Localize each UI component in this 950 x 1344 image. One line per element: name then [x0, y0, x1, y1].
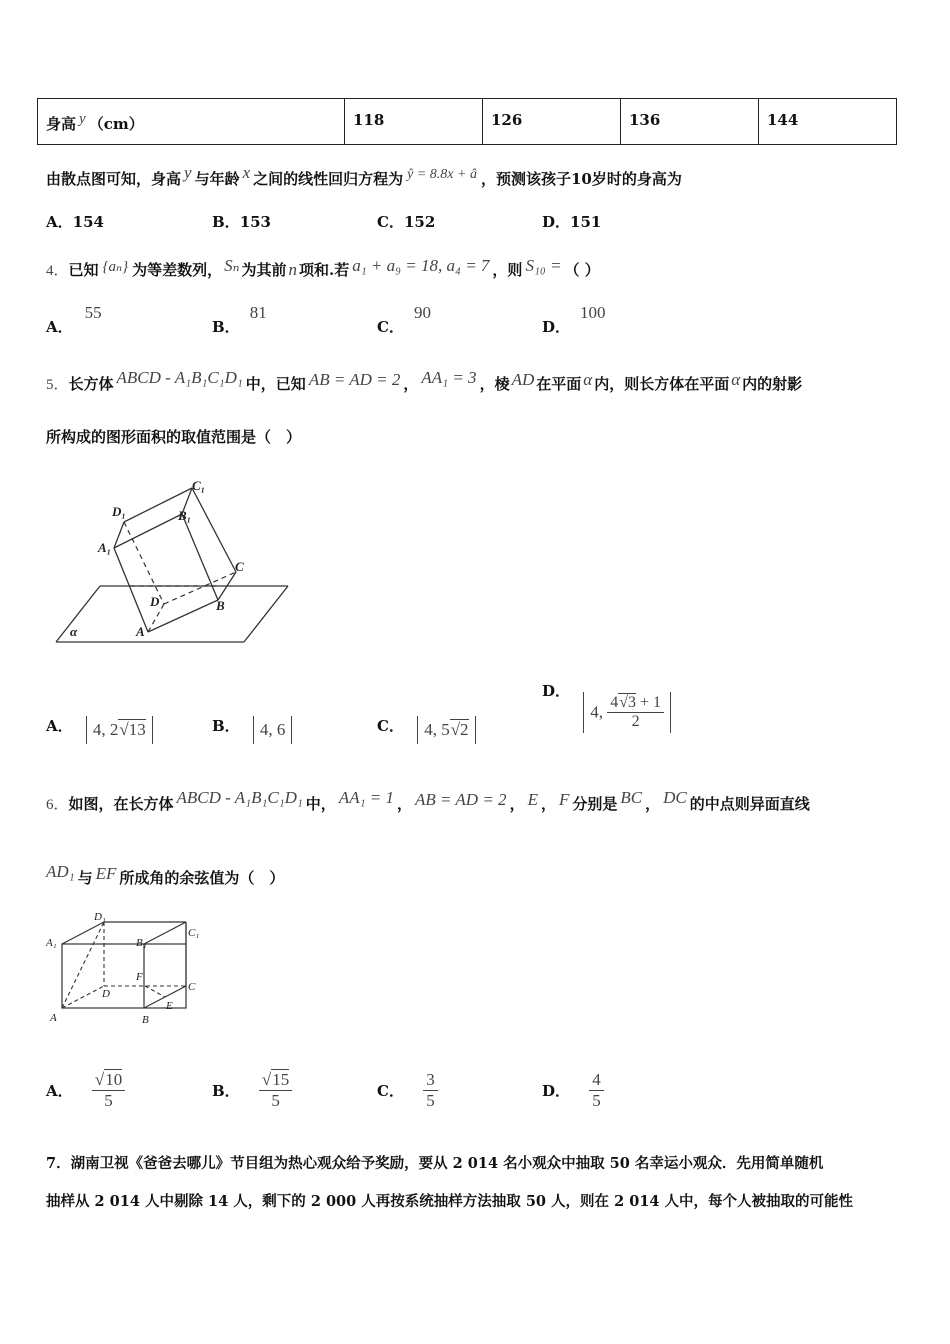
label-a1: A₁: [98, 540, 112, 555]
q6-stem-line2: AD₁ 与 EF 所成角的余弦值为（ ）: [46, 862, 285, 887]
q3-option-b[interactable]: B．153: [212, 213, 271, 231]
q5-option-c[interactable]: C． 4, 5√2: [377, 716, 476, 744]
q6-option-c[interactable]: C． $\frac{3}{5}$: [377, 1070, 438, 1111]
edge-a1d1: [62, 922, 104, 944]
q5-stem: 5．长方体 ABCD - A₁B₁C₁D₁ 中，已知 AB = AD = 2 ， AA₁ = 3 ，棱 AD 在平面 α 内，则长方体在平面 α 内的射影: [46, 368, 803, 393]
q3-option-d[interactable]: D．151: [542, 213, 602, 231]
q5-stem-line2: 所构成的图形面积的取值范围是（ ）: [46, 428, 302, 446]
edge-a1b1: [114, 514, 182, 548]
q4-option-b[interactable]: B．81: [212, 303, 267, 336]
q5-option-a[interactable]: A． 4, 2√13: [46, 716, 153, 744]
edge-a1a: [114, 548, 148, 632]
q3-option-c[interactable]: C．152: [377, 213, 436, 231]
q4-option-d[interactable]: D．100: [542, 303, 606, 336]
label-a1: A₁: [46, 937, 57, 949]
label-c1: C₁: [192, 478, 206, 493]
edge-d1d-hidden: [124, 522, 164, 604]
table-cell: 118: [345, 99, 483, 145]
table-cell: 144: [759, 99, 897, 145]
q5-option-d[interactable]: D． 4, $\frac{4√3 + 1}{2}$: [542, 692, 671, 733]
q7-stem-line2: 抽样从 2 014 人中剔除 14 人，剩下的 2 000 人再按系统抽样方法抽取 50 人，则在 2 014 人中，每个人被抽取的可能性: [46, 1193, 854, 1210]
table-cell: 136: [621, 99, 759, 145]
q3-option-a[interactable]: A．154: [46, 213, 104, 231]
q5-option-b[interactable]: B． 4, 6: [212, 716, 292, 744]
label-c: C: [235, 559, 244, 574]
table-row: [38, 99, 897, 145]
q6-option-a[interactable]: A． $\frac{√10}{5}$: [46, 1070, 125, 1111]
q6-option-d[interactable]: D． $\frac{4}{5}$: [542, 1070, 604, 1111]
label-a: A: [136, 624, 145, 639]
label-b1: B₁: [136, 937, 147, 949]
q3-stem: 由散点图可知，身高 y 与年龄 x 之间的线性回归方程为 ŷ = 8.8x + â ，预测该孩子10岁时的身高为: [46, 163, 682, 188]
label-d: D: [102, 988, 110, 1000]
table-header-cell: 身高 y （cm）: [38, 99, 345, 145]
label-b1: B₁: [178, 508, 192, 523]
label-b: B: [216, 598, 225, 613]
height-table: [37, 98, 897, 145]
q5-figure: [40, 470, 300, 660]
label-d1: D₁: [112, 504, 126, 519]
label-c1: C₁: [188, 927, 200, 939]
q4-option-a[interactable]: A．55: [46, 303, 102, 336]
label-b: B: [142, 1014, 149, 1026]
plane-edge-left: [56, 586, 100, 642]
q7-stem: 7．湖南卫视《爸爸去哪儿》节目组为热心观众给予奖励，要从 2 014 名小观众中抽取 50 名幸运小观众．先用简单随机: [46, 1155, 824, 1172]
table-cell: 126: [483, 99, 621, 145]
label-plane-alpha: α: [70, 624, 78, 639]
edge-c1b1: [144, 922, 186, 944]
label-c: C: [188, 981, 196, 993]
label-f: F: [136, 971, 143, 983]
q4-option-c[interactable]: C．90: [377, 303, 431, 336]
label-a: A: [50, 1012, 57, 1024]
q6-figure: [44, 906, 214, 1030]
segment-ad1: [62, 922, 104, 1008]
label-e: E: [166, 1000, 173, 1012]
label-d1: D₁: [94, 911, 106, 923]
edge-cc1: [192, 488, 236, 572]
q6-stem: 6．如图，在长方体 ABCD - A₁B₁C₁D₁ 中， AA₁ = 1 ， AB = AD = 2 ， E ， F 分别是 BC ， DC 的中点则异面直线: [46, 788, 810, 813]
q6-option-b[interactable]: B． $\frac{√15}{5}$: [212, 1070, 292, 1111]
segment-ef: [145, 986, 165, 997]
label-d: D: [150, 594, 160, 609]
plane-edge-right: [244, 586, 288, 642]
q4-stem: 4．已知 {aₙ} 为等差数列， Sₙ 为其前 n 项和.若 a₁ + a₉ = 18, a₄ = 7 ，则 S₁₀ = （ ）: [46, 256, 600, 279]
edge-ad-hidden: [62, 986, 104, 1008]
front-face: [62, 944, 186, 1008]
